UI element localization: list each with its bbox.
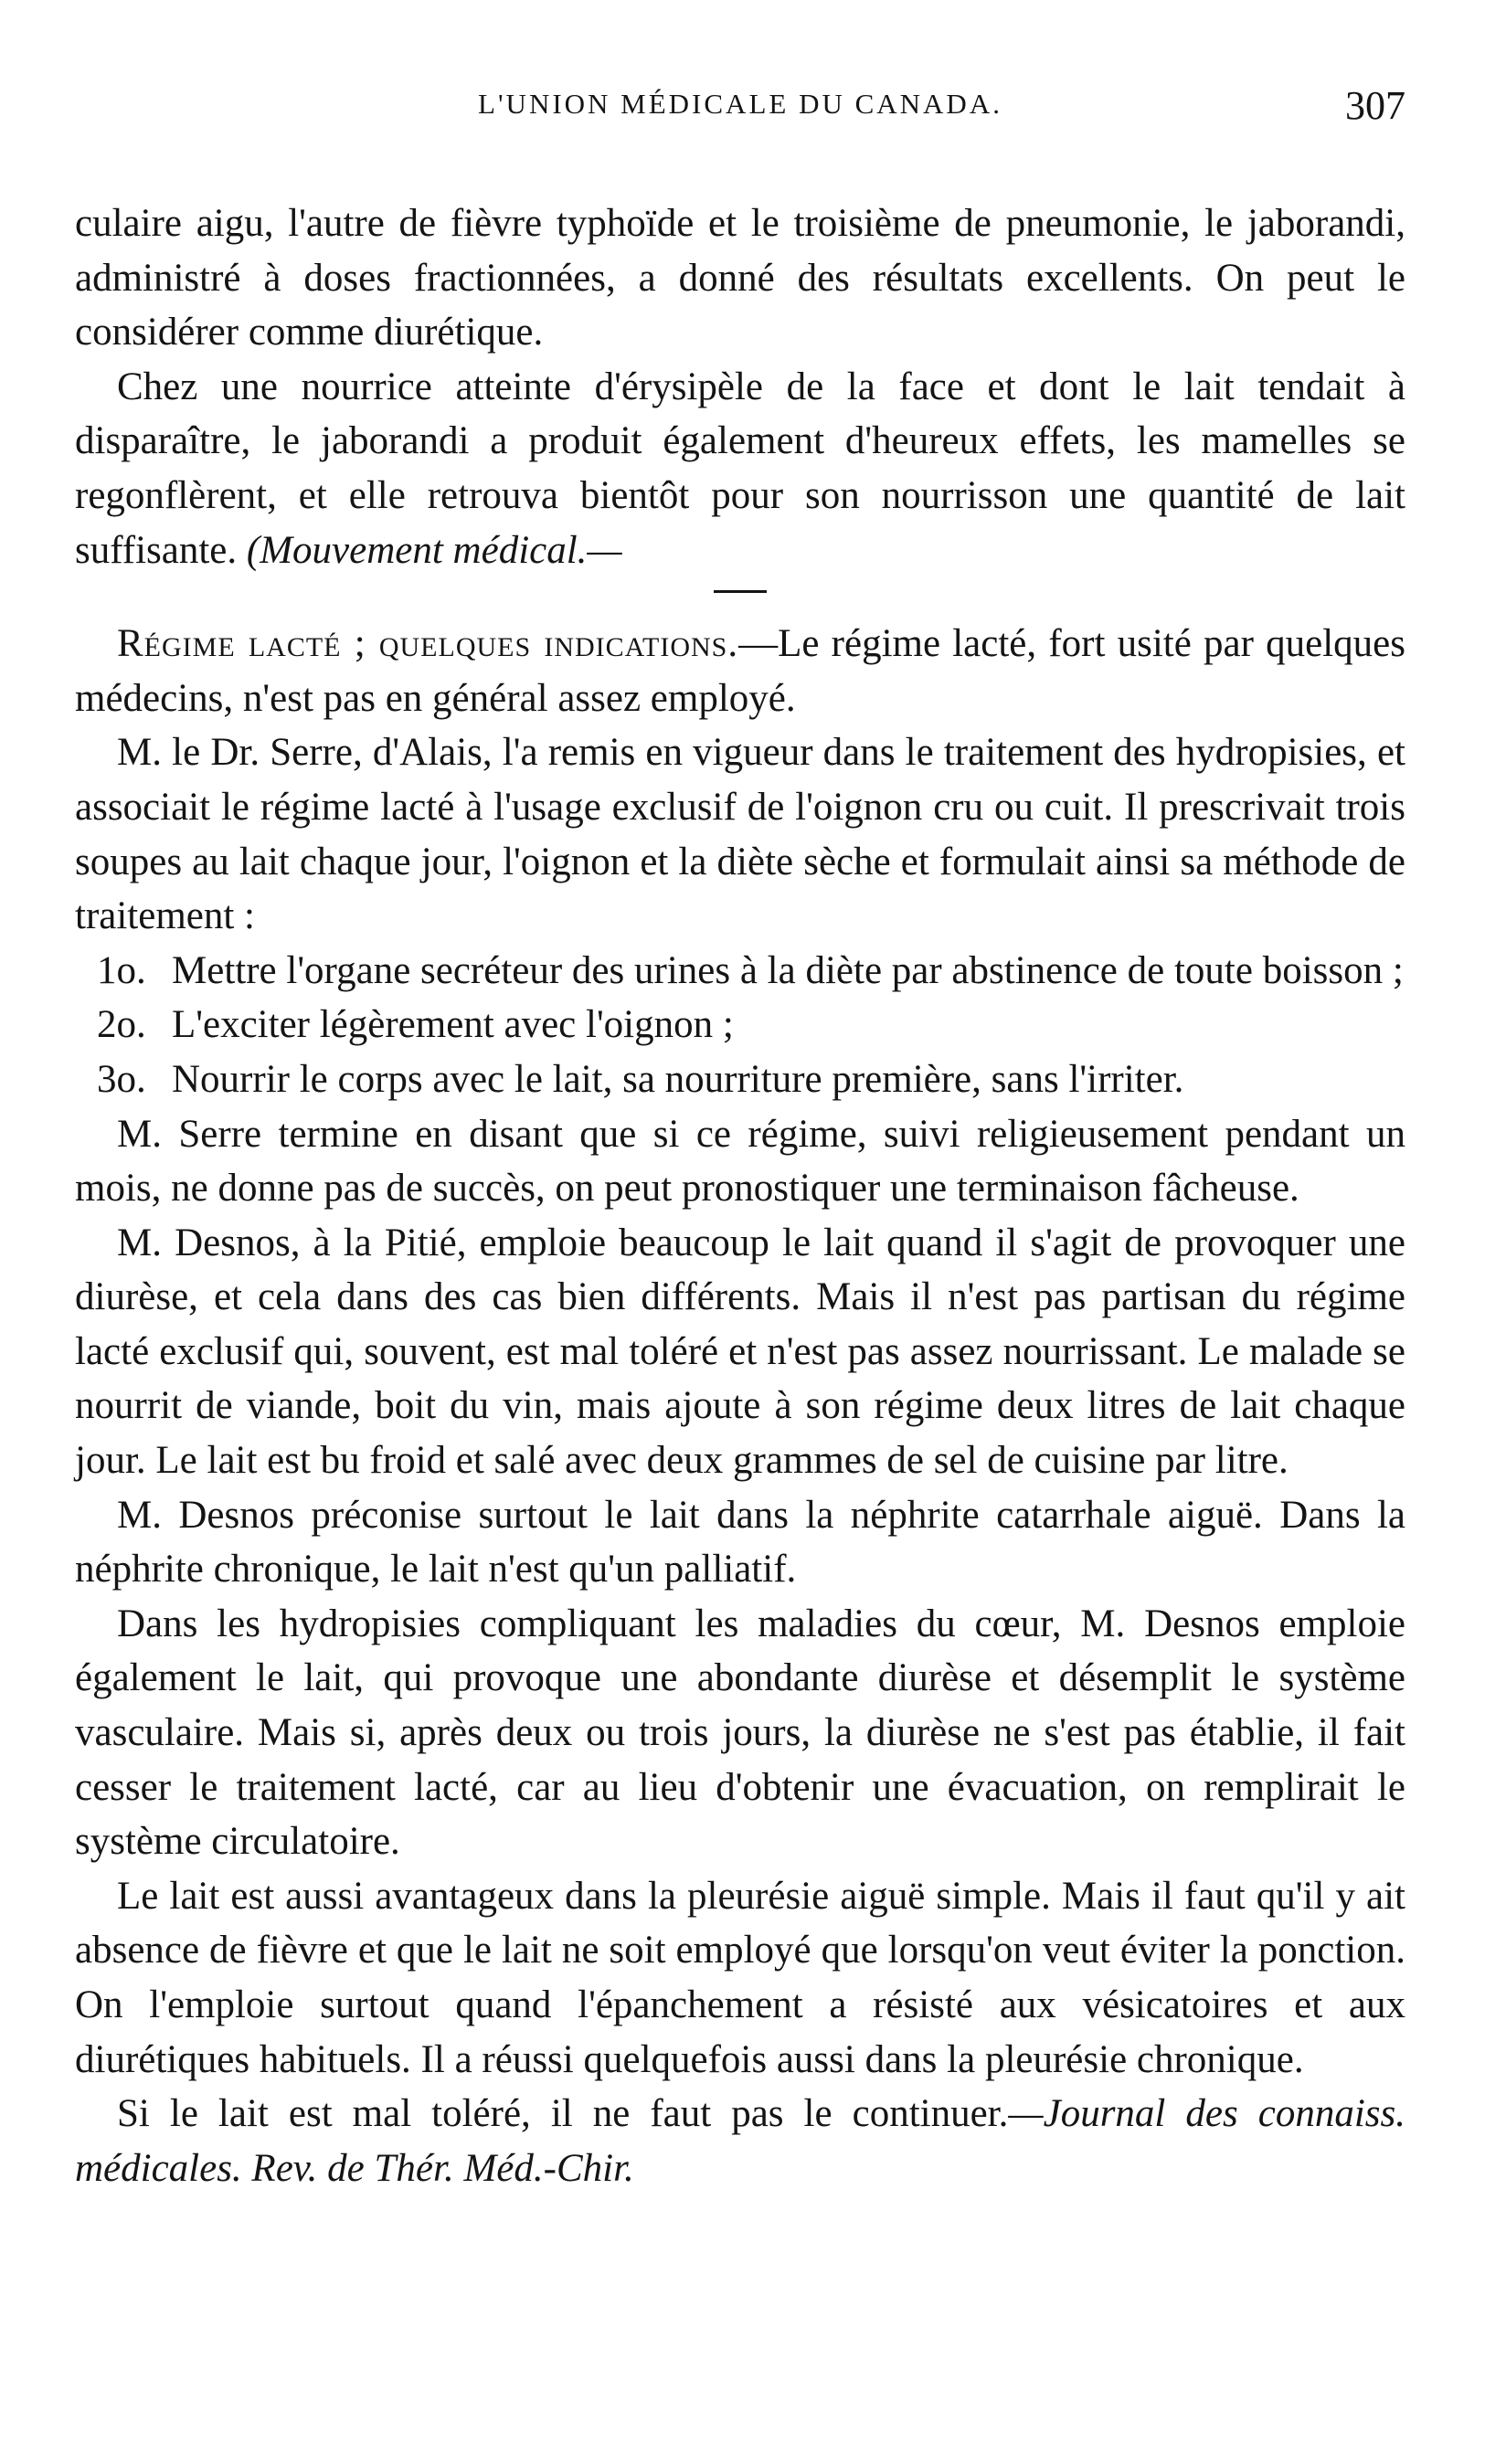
section-separator [714,590,767,593]
list-item [75,944,1405,999]
source-citation: (Mouvement médical.— [246,528,622,572]
paragraph-final [75,2087,1405,2195]
paragraph-regime-lacte [75,617,1405,725]
paragraph-serre-conclusion: M. Serre termine en disant que si ce régime, suivi religieusement pendant un mois, ne donne pas de succès, on peut pronostiquer une terminaison fâcheuse. [75,1112,1405,1211]
list-item-number: 1o. [97,948,146,992]
list-item [75,1052,1405,1107]
paragraph-serre: M. le Dr. Serre, d'Alais, l'a remis en vigueur dans le traitement des hydropisies, et associait le régime lacté à l'usage exclusif de l'oignon cru ou cuit. Il prescrivait trois soupes au lait chaque jour, l'oignon et la diète sèche et formulait ainsi sa méthode de traitement : [75,731,1405,938]
paragraph-nourrice [75,360,1405,577]
section-heading: Régime lacté ; quelques indications. [117,622,739,666]
article-body [75,196,1405,2195]
source-citation: —Journal des connaiss. médicales. Rev. de Thér. Méd.-Chir. [75,2092,1405,2190]
page-number: 307 [1345,83,1405,128]
list-item-number: 3o. [97,1057,146,1101]
paragraph-desnos-pitie: M. Desnos, à la Pitié, emploie beaucoup le lait quand il s'agit de provoquer une diurèse, et cela dans des cas bien différents. Mais il n'est pas partisan du régime lacté exclusif qui, souvent, est mal toléré et n'est pas assez nourrissant. Le malade se nourrit de viande, boit du vin, mais ajoute à son régime deux litres de lait chaque jour. Le lait est bu froid et salé avec deux grammes de sel de cuisine par litre. [75,1221,1405,1483]
section-lead-text: —Le régime lacté, fort usité par quelques médecins, n'est pas en général assez employé. [75,622,1405,720]
paragraph-desnos-nephrite: M. Desnos préconise surtout le lait dans la néphrite catarrhale aiguë. Dans la néphrite chronique, le lait n'est qu'un palliatif. [75,1493,1405,1592]
list-item-number: 2o. [97,1003,146,1047]
paragraph-jaborandi-results: culaire aigu, l'autre de fièvre typhoïde et le troisième de pneumonie, le jaborandi, administré à doses fractionnées, a donné des résultats excellents. On peut le considérer comme diurétique. [75,202,1405,354]
list-item-text: Nourrir le corps avec le lait, sa nourriture première, sans l'irriter. [172,1057,1184,1101]
page-header [75,83,1405,143]
paragraph-hydropisies: Dans les hydropisies compliquant les maladies du cœur, M. Desnos emploie également le lait, qui provoque une abondante diurèse et désemplit le système vasculaire. Mais si, après deux ou trois jours, la diurèse ne s'est pas établie, il fait cesser le traitement lacté, car au lieu d'obtenir une évacuation, on remplirait le système circulatoire. [75,1602,1405,1864]
running-head: L'UNION MÉDICALE DU CANADA. [478,88,1002,120]
list-item-text: L'exciter légèrement avec l'oignon ; [172,1003,734,1047]
paragraph-final-text: Si le lait est mal toléré, il ne faut pas le continuer. [117,2092,1009,2136]
list-item [75,998,1405,1052]
list-item-text: Mettre l'organe secréteur des urines à la diète par abstinence de toute boisson ; [172,948,1404,992]
paragraph-pleuresie: Le lait est aussi avantageux dans la pleurésie aiguë simple. Mais il faut qu'il y ait absence de fièvre et que le lait ne soit employé que lorsqu'on veut éviter la ponction. On l'emploie surtout quand l'épanchement a résisté aux vésicatoires et aux diurétiques habituels. Il a réussi quelquefois aussi dans la pleurésie chronique. [75,1874,1405,2081]
paragraph-nourrice-text: Chez une nourrice atteinte d'érysipèle de la face et dont le lait tendait à disparaître, le jaborandi a produit également d'heureux effets, les mamelles se regonflèrent, et elle retrouva bientôt pour son nourrisson une quantité de lait suffisante. [75,365,1405,572]
